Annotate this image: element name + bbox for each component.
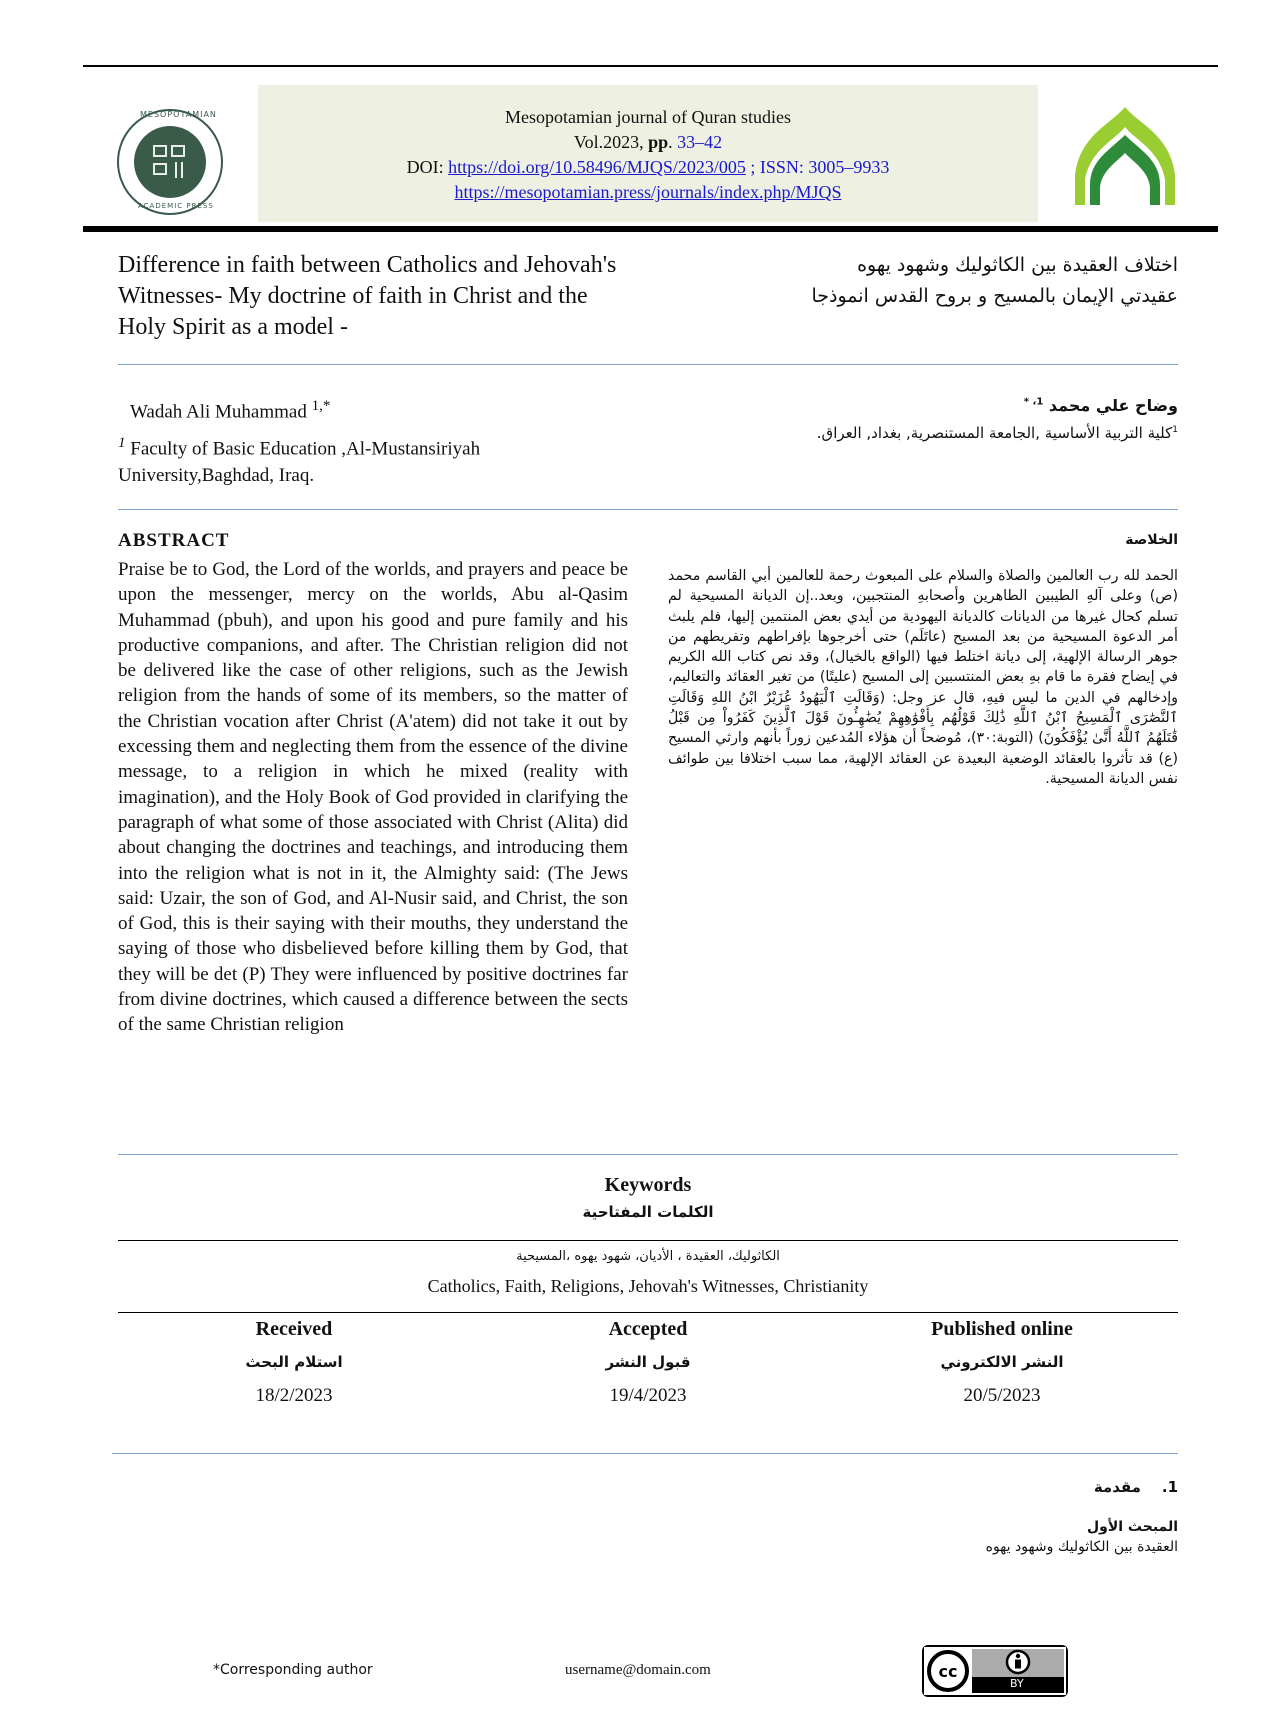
- page-range: 33–42: [677, 132, 723, 152]
- author-name-ar: [1024, 396, 1178, 415]
- svg-text:cc: cc: [938, 1662, 958, 1681]
- doi-line: [258, 155, 1038, 180]
- author-divider: [118, 509, 1178, 510]
- journal-name: Mesopotamian journal of Quran studies: [505, 107, 791, 127]
- top-rule: [83, 65, 1218, 67]
- issn-label: ; ISSN:: [745, 157, 809, 177]
- journal-link[interactable]: https://mesopotamian.press/journals/index.php/MJQS: [454, 182, 842, 202]
- issn-value: 3005–9933: [808, 157, 890, 177]
- logo-bottom-text: ACADEMIC PRESS: [138, 202, 214, 210]
- published-label: Published online: [931, 1318, 1073, 1340]
- received-label: Received: [255, 1318, 333, 1340]
- subsection-text: العقيدة بين الكاثوليك وشهود يهوه: [985, 1539, 1178, 1555]
- cc-icon: [924, 1647, 1066, 1695]
- keywords-heading-ar: الكلمات المفتاحية: [582, 1203, 714, 1221]
- affil-num-en: 1: [118, 435, 126, 451]
- paper-title-ar-line2: عقيدتي الإيمان بالمسيح و بروح القدس انموذجا: [811, 285, 1178, 307]
- author-email[interactable]: username@domain.com: [565, 1662, 711, 1678]
- paper-title-ar: [658, 250, 1178, 312]
- section-title: مقدمة: [1093, 1478, 1141, 1496]
- published-label-ar: النشر الالكتروني: [940, 1353, 1064, 1371]
- abstract-divider: [118, 1154, 1178, 1155]
- doi-link[interactable]: https://doi.org/10.58496/MJQS/2023/005: [448, 157, 746, 177]
- abstract-heading-ar: الخلاصة: [1125, 532, 1178, 548]
- paper-title-en: Difference in faith between Catholics and Jehovah's Witnesses- My doctrine of faith in Christ and the Holy Spirit as a model -: [118, 252, 617, 340]
- section-heading: [1094, 1478, 1178, 1496]
- affiliation-ar: [817, 424, 1178, 442]
- author-sup-ar: 1، *: [1023, 396, 1044, 408]
- published-date: 20/5/2023: [963, 1385, 1041, 1406]
- author-name-en-text: Wadah Ali Muhammad: [130, 401, 312, 423]
- dates-divider: [112, 1453, 1178, 1454]
- header-thick-rule: [83, 226, 1218, 232]
- logo-top-text: MESOPOTAMIAN: [140, 110, 217, 119]
- affiliation-en: [118, 430, 578, 489]
- accepted-date: 19/4/2023: [609, 1385, 687, 1406]
- publisher-logo: [116, 108, 224, 216]
- section-number: 1.: [1161, 1478, 1178, 1496]
- cc-by-label: BY: [1010, 1677, 1024, 1690]
- accepted-label-ar: قبول النشر: [605, 1353, 691, 1371]
- abstract-heading: ABSTRACT: [118, 530, 230, 551]
- journal-header-box: [258, 85, 1038, 222]
- keywords-bottom-rule: [118, 1312, 1178, 1313]
- cc-by-license-badge[interactable]: [922, 1645, 1068, 1697]
- affil-text-en: Faculty of Basic Education ,Al-Mustansiriyah University,Baghdad, Iraq.: [118, 438, 481, 487]
- affil-text-ar: كلية التربية الأساسية ,الجامعة المستنصرية, بغداد, العراق.: [816, 424, 1173, 442]
- author-sup-en: 1,*: [311, 398, 331, 414]
- received-label-ar: استلام البحث: [245, 1353, 343, 1371]
- abstract-text: Praise be to God, the Lord of the worlds, and prayers and peace be upon the messenger, mercy on the worlds, Abu al-Qasim Muhammad (pbuh), and upon his good and pure family and his productive companions, and after. The Christian religion did not be delivered like the case of other religions, such as the Jewish religion from the hands of some of its members, so the matter of the Christian vocation after Christ (A'atem) did not take it out by excessing them and neglecting them from the essence of the divine message, to a religion in which he mixed (reality with imagination), and the Holy Book of God provided in clarifying the paragraph of what some of those associated with Christ (Alita) did about changing the doctrines and teachings, and introducing them into the religion what is not in it, the Almighty said: (The Jews said: Uzair, the son of God, and Al-Nusir said, and Christ, the son of God, this is their saying with their mouths, they understand the saying of those who disbelieved before killing them by God, that they will be det (P) They were influenced by positive doctrines far from divine doctrines, which caused a difference between the sects of the same Christian religion: [118, 559, 628, 1036]
- published-column: [852, 1318, 1152, 1407]
- abstract-text-ar: الحمد لله رب العالمين والصلاة والسلام على المبعوث رحمة للعالمين أبي القاسم محمد (ص) وعلى آلهِ الطيبين الطاهرين وأصحابهِ المنتجبين، وبعد..إن الديانة المسيحية لم تسلم كحال غيرها من الديانات كالديانة اليهودية من أيدي بعض المنتمين إليها، فلم يلبث أمر الدعوة المسيحية من بعد المسيح (عاتَلَم) حتى أخرجوها بإفراطهم وتفريطهم من جوهر الرسالة الإلهية، إلى ديانة اختلط فيها (الواقع بالخيال)، وقد نص كتاب الله الكريم في إيضاح فقرة ما قام بهِ بعض المنتسبين إلى المسيح (عليتًا) من تغير العقائد والتعاليم، وإدخالهم في الدين ما ليس فيهِ، قال عز وجل: (وَقَالَتِ ٱلْيَهُودُ عُزَيْرٌ ابْنُ اللهِ وَقَالَتِ ٱلنَّصَٰرَى ٱلْمَسِيحُ ٱبْنُ ٱللَّهِ ذَٰلِكَ قَوْلُهُم بِأَفْوَٰهِهِمْ يُضَٰهِـُٔونَ قَوْلَ ٱلَّذِينَ كَفَرُواْ مِن قَبْلُ قَٰتَلَهُمُ ٱللَّهُ أَنَّىٰ يُؤْفَكُونَ) (التوبة:٣٠)، مُوضحاً أن هؤلاء المُدعين زوراً بأنهم وارثي المسيح (ع) قد تأثروا بالعقائد الوضعية البعيدة عن العقائد الإلهية، مما سبب اختلافا بين طوائف نفس الديانة المسيحية.: [668, 568, 1178, 787]
- received-date: 18/2/2023: [255, 1385, 333, 1406]
- pp-label: pp: [648, 132, 669, 152]
- keywords-ar: الكاثوليك، العقيدة ، الأديان، شهود يهوه ،المسيحية: [516, 1249, 780, 1264]
- received-column: [144, 1318, 444, 1407]
- keywords-top-rule: [118, 1240, 1178, 1241]
- subsection-heading: المبحث الأول: [1086, 1519, 1178, 1535]
- accepted-column: [498, 1318, 798, 1407]
- corresponding-author: *Corresponding author: [213, 1662, 373, 1678]
- title-divider: [118, 364, 1178, 365]
- paper-title-ar-line1: اختلاف العقيدة بين الكاثوليك وشهود يهوه: [857, 254, 1178, 276]
- keywords-en: Catholics, Faith, Religions, Jehovah's Witnesses, Christianity: [427, 1276, 869, 1296]
- keywords-heading: Keywords: [604, 1174, 692, 1196]
- volume-line: Vol.2023, pp. 33–42: [573, 132, 723, 152]
- doi-label: DOI:: [406, 157, 449, 177]
- author-name-en: [130, 398, 330, 423]
- volume-text: Vol.2023,: [573, 132, 649, 152]
- affil-num-ar: 1: [1172, 425, 1178, 435]
- journal-logo: [1070, 105, 1180, 205]
- accepted-label: Accepted: [608, 1318, 688, 1340]
- author-name-ar-text: وضاح علي محمد: [1048, 396, 1178, 415]
